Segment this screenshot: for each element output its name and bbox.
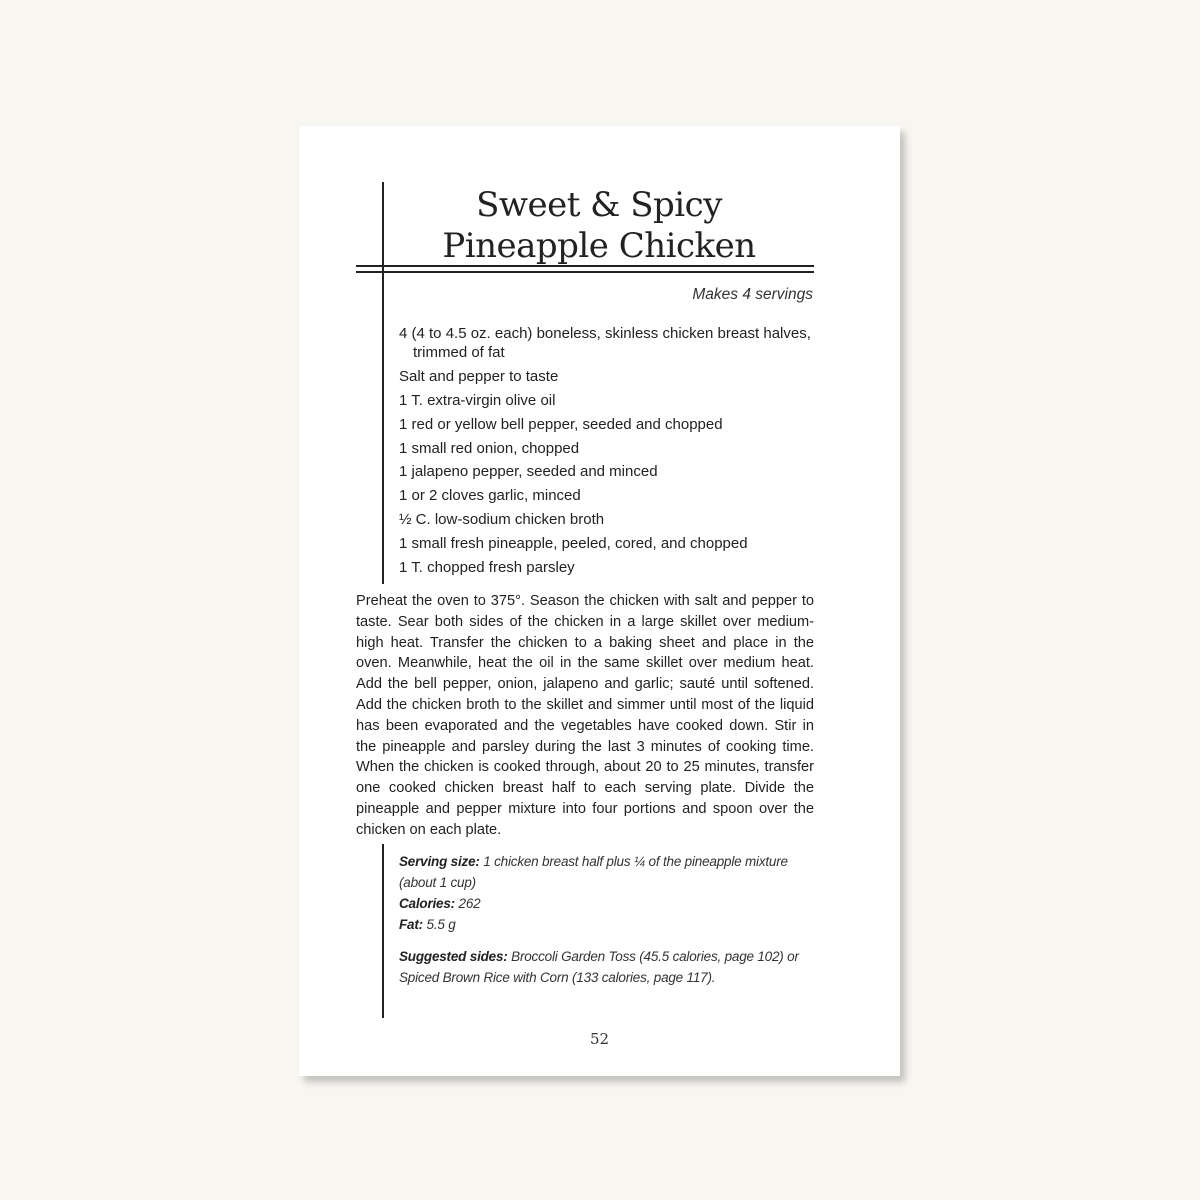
ingredient-item: 4 (4 to 4.5 oz. each) boneless, skinless chicken breast halves, trimmed of fat	[399, 325, 811, 361]
serving-size-label: Serving size:	[399, 854, 480, 869]
recipe-title-line-2: Pineapple Chicken	[442, 226, 756, 266]
fat-value: 5.5 g	[426, 917, 456, 932]
calories	[399, 893, 819, 914]
suggested-sides-value: Broccoli Garden Toss (45.5 calories, page 102) or Spiced Brown Rice with Corn (133 calories, page 117).	[399, 949, 799, 985]
serving-size-value: 1 chicken breast half plus ¼ of the pineapple mixture (about 1 cup)	[399, 854, 788, 890]
title-vertical-rule	[382, 182, 384, 584]
method-paragraph: Preheat the oven to 375°. Season the chicken with salt and pepper to taste. Sear both sides of the chicken in a large skillet over medium-high heat. Transfer the chicken to a baking sheet and place in the oven. Meanwhile, heat the oil in the same skillet over medium heat. Add the bell pepper, onion, jalapeno and garlic; sauté until softened. Add the chicken broth to the skillet and simmer until most of the liquid has been evaporated and the vegetables have cooked down. Stir in the pineapple and parsley during the last 3 minutes of cooking time. When the chicken is cooked through, about 20 to 25 minutes, transfer one cooked chicken breast half to each serving plate. Divide the pineapple and pepper mixture into four portions and spoon over the chicken on each plate.	[356, 593, 814, 838]
nutrition-vertical-rule	[382, 844, 384, 1018]
ingredient-item: 1 small red onion, chopped	[399, 439, 580, 457]
ingredient-item: 1 or 2 cloves garlic, minced	[399, 487, 581, 505]
recipe-title-line-1: Sweet & Spicy	[476, 185, 722, 225]
ingredient-list	[399, 324, 819, 582]
ingredient-item: Salt and pepper to taste	[399, 367, 559, 385]
serving-size	[399, 851, 819, 893]
servings-yield: Makes 4 servings	[692, 286, 813, 303]
calories-value: 262	[458, 896, 481, 911]
page-number: 52	[589, 1030, 610, 1048]
ingredient-item: 1 small fresh pineapple, peeled, cored, and chopped	[399, 535, 748, 553]
ingredient-item: 1 T. extra-virgin olive oil	[399, 391, 556, 409]
fat	[399, 914, 819, 935]
ingredient-item: 1 T. chopped fresh parsley	[399, 559, 575, 577]
fat-label: Fat:	[399, 917, 423, 932]
title-rule-bottom	[356, 271, 814, 273]
calories-label: Calories:	[399, 896, 455, 911]
suggested-sides	[399, 946, 819, 988]
book-page	[299, 126, 900, 1076]
suggested-sides-label: Suggested sides:	[399, 949, 508, 964]
nutrition-block	[399, 851, 819, 988]
ingredient-item: 1 red or yellow bell pepper, seeded and chopped	[399, 415, 723, 433]
ingredient-item: ½ C. low-sodium chicken broth	[399, 511, 605, 529]
ingredient-item: 1 jalapeno pepper, seeded and minced	[399, 463, 658, 481]
